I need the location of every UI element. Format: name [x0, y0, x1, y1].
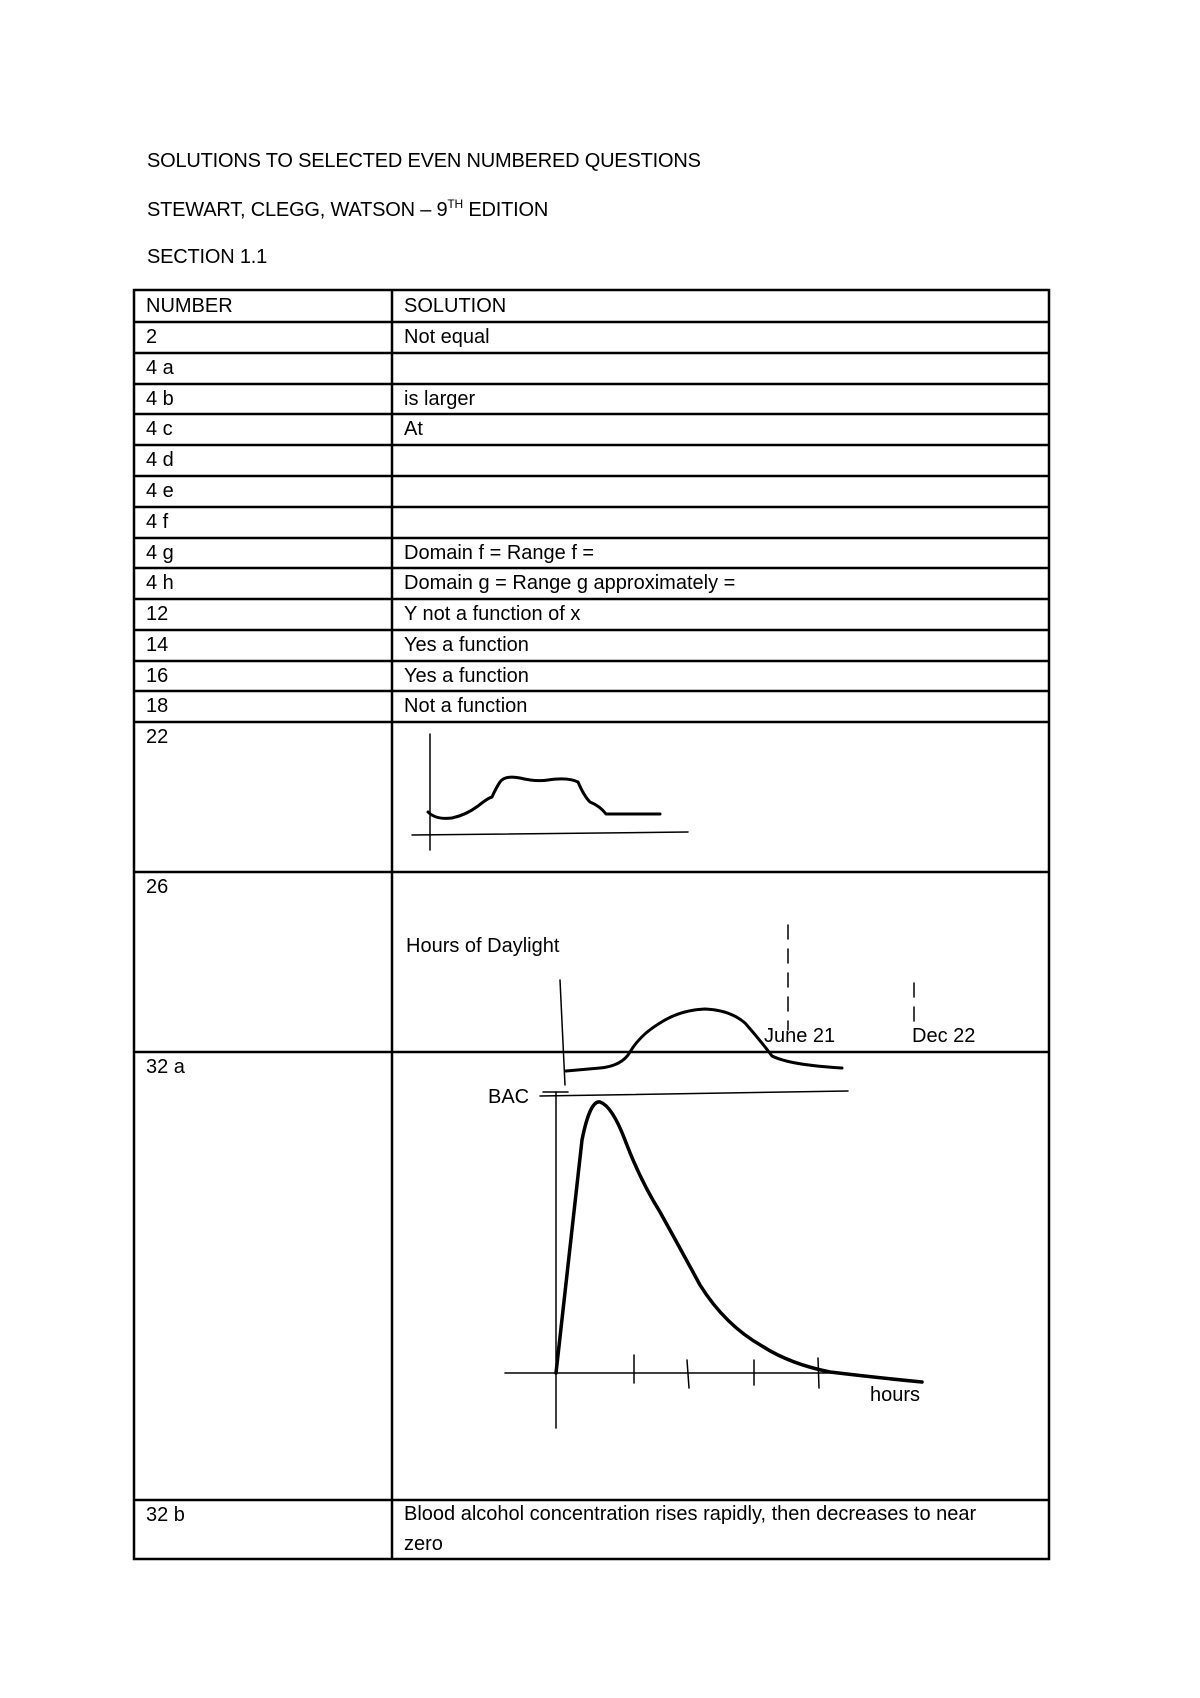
row-number: 4 b: [146, 388, 174, 410]
authors-prefix: STEWART, CLEGG, WATSON – 9: [147, 199, 448, 221]
sketch-22-x-axis: [412, 832, 688, 835]
row-number: 18: [146, 695, 169, 717]
row-solution: Yes a function: [404, 634, 529, 656]
row-number: 4 d: [146, 449, 174, 471]
row-number: 12: [146, 603, 169, 625]
row-number: 4 c: [146, 418, 173, 440]
row-number: 2: [146, 326, 158, 348]
row-number: 32 b: [146, 1504, 185, 1526]
row-number: 14: [146, 634, 169, 656]
hours-axis-label: hours: [870, 1384, 921, 1406]
bac-curve: [556, 1102, 922, 1382]
row-solution: Y not a function of x: [404, 603, 581, 625]
row-solution: Domain f = Range f =: [404, 542, 595, 564]
sketch-26-x-axis: [540, 1091, 848, 1096]
row-solution: is larger: [404, 388, 476, 410]
june-21-label: June 21: [764, 1025, 836, 1047]
authors-suffix: EDITION: [463, 199, 549, 221]
section-heading: SECTION 1.1: [147, 246, 268, 268]
row-number: 32 a: [146, 1056, 185, 1078]
row-solution: At: [404, 418, 423, 440]
row-number: 4 g: [146, 542, 174, 564]
hours-tick-4: [818, 1358, 819, 1388]
dec-22-label: Dec 22: [912, 1025, 976, 1047]
column-header-solution: SOLUTION: [404, 295, 507, 317]
row-solution: Domain g = Range g approximately =: [404, 572, 736, 594]
hours-tick-2: [687, 1360, 689, 1388]
daylight-chart-title: Hours of Daylight: [406, 935, 560, 957]
row-number: 22: [146, 726, 169, 748]
sketch-26-y-axis: [560, 980, 565, 1085]
row-solution: Blood alcohol concentration rises rapidly, then decreases to near zero: [404, 1503, 977, 1555]
document-title: SOLUTIONS TO SELECTED EVEN NUMBERED QUESTIONS: [147, 150, 701, 172]
row-number: 16: [146, 665, 169, 687]
column-header-number: NUMBER: [146, 295, 233, 317]
row-number: 4 a: [146, 357, 174, 379]
sketch-22-curve: [428, 777, 660, 818]
row-solution: Yes a function: [404, 665, 529, 687]
bac-axis-label: BAC: [488, 1086, 530, 1108]
row-solution: Not a function: [404, 695, 528, 717]
row-number: 4 h: [146, 572, 174, 594]
row-solution: Not equal: [404, 326, 490, 348]
row-number: 26: [146, 876, 169, 898]
row-number: 4 e: [146, 480, 174, 502]
edition-superscript: TH: [447, 197, 464, 211]
document-authors: [147, 197, 548, 222]
row-number: 4 f: [146, 511, 169, 533]
